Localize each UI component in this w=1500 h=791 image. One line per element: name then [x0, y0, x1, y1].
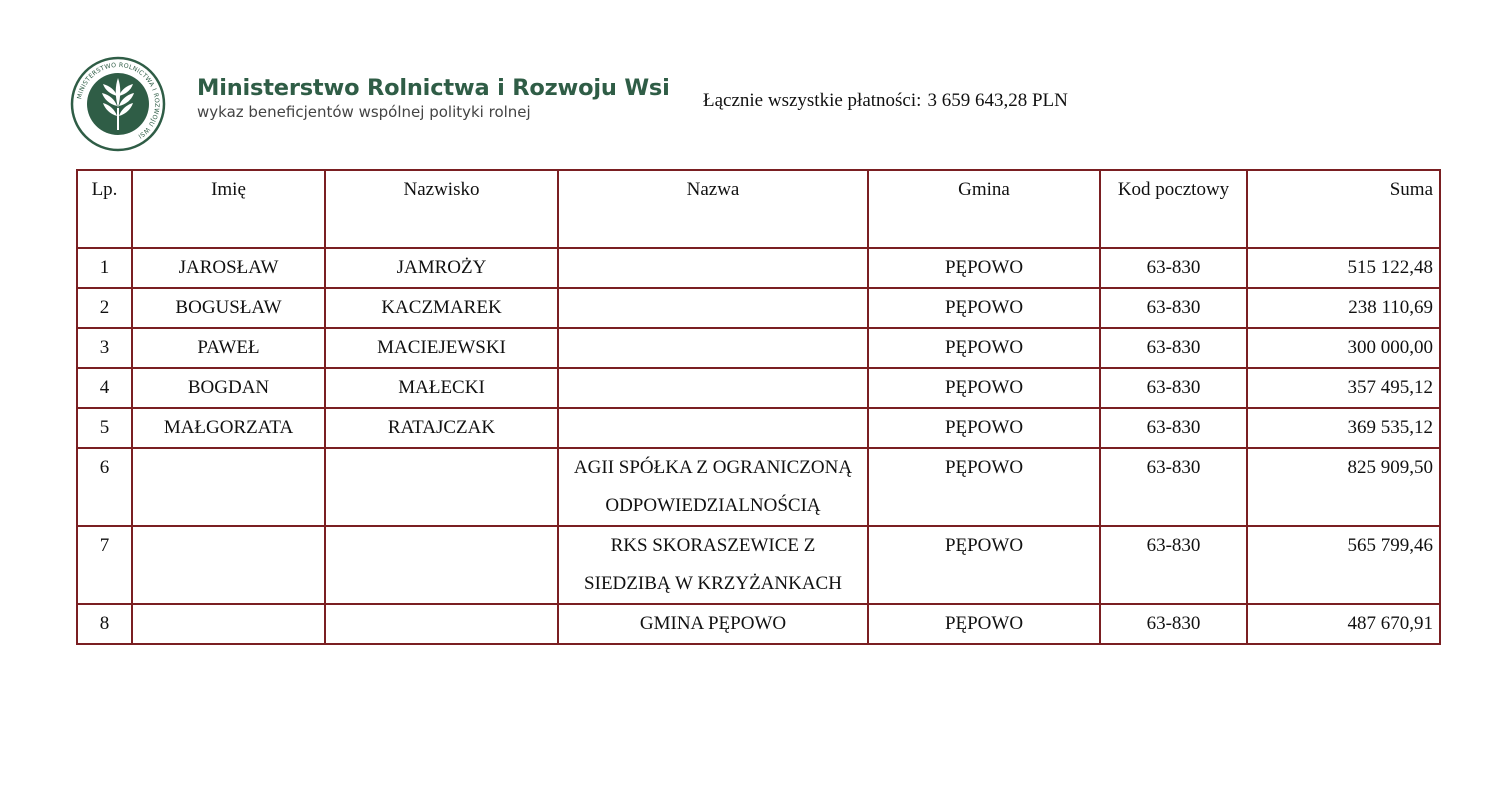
cell-imie — [132, 448, 325, 526]
cell-kod: 63-830 — [1100, 526, 1247, 604]
cell-nazwa — [558, 288, 868, 328]
org-subtitle: wykaz beneficjentów wspólnej polityki rolnej — [197, 102, 531, 121]
cell-imie: BOGDAN — [132, 368, 325, 408]
cell-suma: 369 535,12 — [1247, 408, 1440, 448]
total-payments — [703, 90, 1068, 112]
cell-lp: 7 — [77, 526, 132, 604]
cell-nazwisko: JAMROŻY — [325, 248, 558, 288]
col-header-nazwa: Nazwa — [558, 170, 868, 248]
table-row — [77, 604, 1440, 644]
cell-imie: MAŁGORZATA — [132, 408, 325, 448]
col-header-suma: Suma — [1247, 170, 1440, 248]
cell-nazwisko: RATAJCZAK — [325, 408, 558, 448]
cell-nazwisko — [325, 526, 558, 604]
cell-imie: JAROSŁAW — [132, 248, 325, 288]
cell-lp: 4 — [77, 368, 132, 408]
cell-suma: 515 122,48 — [1247, 248, 1440, 288]
cell-nazwa — [558, 328, 868, 368]
cell-nazwa: GMINA PĘPOWO — [558, 604, 868, 644]
cell-suma: 238 110,69 — [1247, 288, 1440, 328]
ministry-logo-icon — [70, 56, 166, 152]
cell-nazwisko — [325, 448, 558, 526]
cell-nazwisko — [325, 604, 558, 644]
table-row — [77, 408, 1440, 448]
cell-gmina: PĘPOWO — [868, 448, 1100, 526]
col-header-gmina: Gmina — [868, 170, 1100, 248]
page-header — [70, 56, 1450, 151]
cell-nazwa: AGII SPÓŁKA Z OGRANICZONĄ ODPOWIEDZIALNOŚCIĄ — [558, 448, 868, 526]
org-block — [197, 77, 670, 120]
cell-gmina: PĘPOWO — [868, 248, 1100, 288]
cell-lp: 2 — [77, 288, 132, 328]
cell-lp: 8 — [77, 604, 132, 644]
table-row — [77, 328, 1440, 368]
cell-imie: PAWEŁ — [132, 328, 325, 368]
cell-gmina: PĘPOWO — [868, 368, 1100, 408]
cell-nazwisko: KACZMAREK — [325, 288, 558, 328]
cell-imie: BOGUSŁAW — [132, 288, 325, 328]
cell-gmina: PĘPOWO — [868, 328, 1100, 368]
cell-suma: 565 799,46 — [1247, 526, 1440, 604]
cell-kod: 63-830 — [1100, 248, 1247, 288]
cell-nazwa — [558, 408, 868, 448]
cell-nazwisko: MACIEJEWSKI — [325, 328, 558, 368]
table-row — [77, 288, 1440, 328]
table-row — [77, 368, 1440, 408]
cell-kod: 63-830 — [1100, 288, 1247, 328]
svg-text:MINISTERSTWO ROLNICTWA I ROZWO: MINISTERSTWO ROLNICTWA I ROZWOJU WSI — [76, 61, 161, 140]
cell-nazwa — [558, 368, 868, 408]
cell-kod: 63-830 — [1100, 604, 1247, 644]
total-value: 3 659 643,28 PLN — [927, 90, 1068, 111]
cell-gmina: PĘPOWO — [868, 526, 1100, 604]
cell-nazwisko: MAŁECKI — [325, 368, 558, 408]
cell-lp: 3 — [77, 328, 132, 368]
cell-imie — [132, 526, 325, 604]
col-header-imie: Imię — [132, 170, 325, 248]
cell-kod: 63-830 — [1100, 328, 1247, 368]
cell-lp: 5 — [77, 408, 132, 448]
cell-kod: 63-830 — [1100, 408, 1247, 448]
cell-gmina: PĘPOWO — [868, 288, 1100, 328]
beneficiaries-table — [76, 169, 1441, 645]
cell-suma: 300 000,00 — [1247, 328, 1440, 368]
cell-imie — [132, 604, 325, 644]
cell-suma: 487 670,91 — [1247, 604, 1440, 644]
col-header-nazwisko: Nazwisko — [325, 170, 558, 248]
cell-suma: 357 495,12 — [1247, 368, 1440, 408]
org-name: Ministerstwo Rolnictwa i Rozwoju Wsi — [197, 75, 670, 101]
cell-suma: 825 909,50 — [1247, 448, 1440, 526]
cell-nazwa — [558, 248, 868, 288]
total-label: Łącznie wszystkie płatności: — [703, 90, 922, 111]
cell-nazwa: RKS SKORASZEWICE Z SIEDZIBĄ W KRZYŻANKACH — [558, 526, 868, 604]
cell-lp: 1 — [77, 248, 132, 288]
cell-lp: 6 — [77, 448, 132, 526]
table-row — [77, 248, 1440, 288]
table-row — [77, 448, 1440, 526]
cell-kod: 63-830 — [1100, 448, 1247, 526]
col-header-lp: Lp. — [77, 170, 132, 248]
table-row — [77, 526, 1440, 604]
cell-gmina: PĘPOWO — [868, 408, 1100, 448]
col-header-kod: Kod pocztowy — [1100, 170, 1247, 248]
table-header-row — [77, 170, 1440, 248]
cell-gmina: PĘPOWO — [868, 604, 1100, 644]
cell-kod: 63-830 — [1100, 368, 1247, 408]
